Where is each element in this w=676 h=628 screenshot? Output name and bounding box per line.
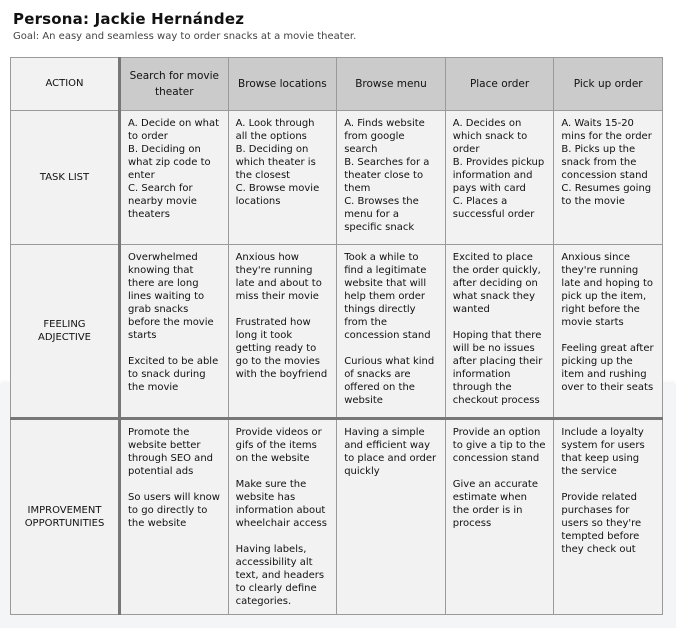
table-cell (337, 111, 446, 245)
action-header: ACTION (11, 58, 120, 111)
stage-header: Place order (445, 58, 554, 111)
cell-text: Excited to be able to snack during the movie (128, 356, 219, 393)
cell-text: A. Look through all the options B. Deciding on which theater is the closest C. Browse movie locations (235, 118, 320, 207)
page-title: Persona: Jackie Hernández (13, 10, 245, 28)
cell-text: Took a while to find a legitimate website that will help them order things directly from the concession stand (344, 252, 431, 341)
table-cell (337, 245, 446, 419)
table-cell (120, 419, 229, 615)
table-row (11, 245, 663, 419)
journey-map-table (10, 57, 663, 615)
stage-header: Search for movie theater (120, 58, 229, 111)
cell-text: Promote the website better through SEO and potential ads (128, 427, 213, 477)
cell-text: Provide an option to give a tip to the concession stand (452, 427, 546, 464)
table-cell (554, 245, 663, 419)
cell-text: Anxious how they're running late and about to miss their movie (235, 252, 322, 302)
row-label: IMPROVEMENT OPPORTUNITIES (11, 419, 120, 615)
cell-text: So users will know to go directly to the website (128, 492, 220, 529)
row-label: FEELING ADJECTIVE (11, 245, 120, 419)
persona-goal: Goal: An easy and seamless way to order snacks at a movie theater. (13, 31, 357, 42)
cell-text: Feeling great after picking up the item and rushing over to their seats (561, 343, 654, 393)
cell-text: Include a loyalty system for users that keep using the service (561, 427, 645, 477)
table-cell (228, 419, 337, 615)
cell-text: Give an accurate estimate when the order is in process (452, 479, 538, 529)
cell-text: A. Decide on what to order B. Deciding on what zip code to enter C. Search for nearby movie theaters (128, 118, 220, 220)
table-cell (445, 245, 554, 419)
cell-text: Provide related purchases for users so they're tempted before they check out (561, 492, 642, 555)
table-cell (337, 419, 446, 615)
stage-header: Pick up order (554, 58, 663, 111)
cell-text: Provide videos or gifs of the items on the website (235, 427, 322, 464)
table-cell (120, 111, 229, 245)
cell-text: Make sure the website has information about wheelchair access (235, 479, 327, 529)
cell-text: Excited to place the order quickly, after deciding on what snack they wanted (452, 252, 541, 315)
cell-text: Having a simple and efficient way to place and order quickly (344, 427, 437, 477)
table-cell (228, 245, 337, 419)
cell-text: Hoping that there will be no issues after placing their information through the checkout process (452, 330, 543, 406)
table-cell (120, 245, 229, 419)
cell-text: Having labels, accessibility alt text, and headers to clearly define categories. (235, 544, 325, 607)
table-cell (445, 111, 554, 245)
cell-text: Frustrated how long it took getting ready to go to the movies with the boyfriend (235, 317, 328, 380)
cell-text: A. Decides on which snack to order B. Provides pickup information and pays with card C. Places a successful order (452, 118, 545, 220)
table-cell (554, 419, 663, 615)
cell-text: A. Waits 15-20 mins for the order B. Picks up the snack from the concession stand C. Resumes going to the movie (561, 118, 652, 207)
header-row (11, 58, 663, 111)
table-cell (445, 419, 554, 615)
cell-text: Curious what kind of snacks are offered on the website (344, 356, 435, 406)
table-cell (554, 111, 663, 245)
cell-text: Anxious since they're running late and hoping to pick up the item, right before the movie starts (561, 252, 654, 328)
stage-header: Browse locations (228, 58, 337, 111)
cell-text: Overwhelmed knowing that there are long lines waiting to grab snacks before the movie starts (128, 252, 214, 341)
cell-text: A. Finds website from google search B. Searches for a theater close to them C. Browses the menu for a specific snack (344, 118, 430, 233)
row-label: TASK LIST (11, 111, 120, 245)
table-cell (228, 111, 337, 245)
stage-header: Browse menu (337, 58, 446, 111)
table-row (11, 419, 663, 615)
table-row (11, 111, 663, 245)
